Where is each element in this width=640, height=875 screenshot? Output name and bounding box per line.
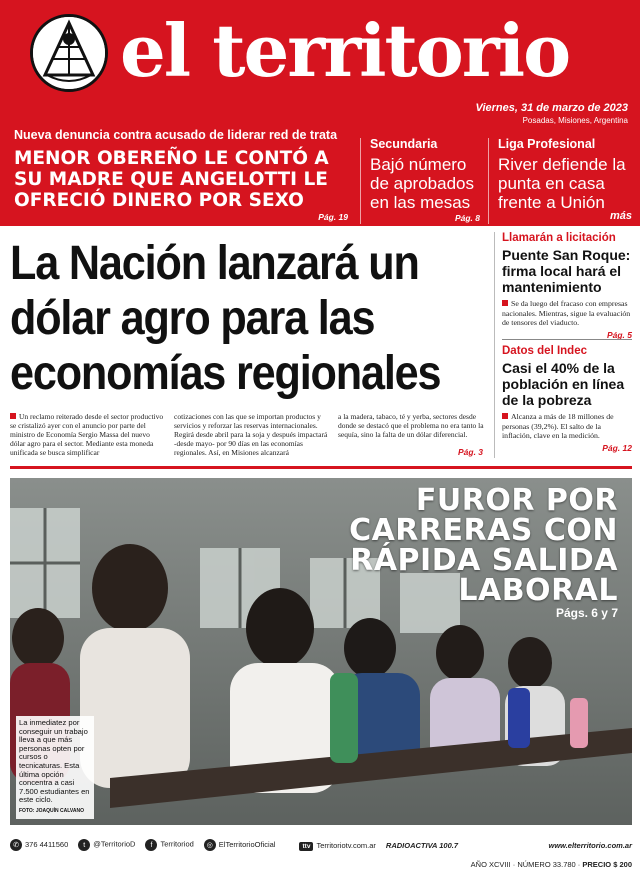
classroom-photo[interactable] [10, 478, 632, 825]
issue-number: AÑO XCVIII · NÚMERO 33.780 · [470, 860, 581, 869]
footer-bar [10, 834, 632, 856]
body-text: cotizaciones con las que se importan productos y servicios y reforzar las reservas internacionales. Regirá desde abril para la soja y después impactará -desde mayo- por 90 días en las economías regionales. Así, en Misiones alcanzará [174, 412, 328, 457]
photo-page-ref: Págs. 6 y 7 [555, 606, 618, 620]
rail-body [502, 412, 632, 441]
rail-page-ref: Pág. 12 [602, 442, 632, 453]
rail-headline: Puente San Roque: firma local hará el mantenimiento [502, 247, 631, 295]
teaser-kicker: Secundaria [370, 137, 438, 151]
rail-kicker: Llamarán a licitación [502, 232, 616, 244]
facebook-icon: f [145, 839, 157, 851]
top-teaser-trata[interactable] [14, 128, 354, 222]
top-teaser-secundaria[interactable] [370, 137, 480, 223]
issue-date: Viernes, 31 de marzo de 2023 [475, 102, 628, 114]
rail-story-puente[interactable] [502, 232, 632, 340]
instagram-icon: ◎ [204, 839, 216, 851]
divider [494, 232, 495, 458]
issue-price: PRECIO $ 200 [582, 860, 632, 869]
issue-place: Posadas, Misiones, Argentina [522, 116, 628, 125]
rail-body-text: Se da luego del fracaso con empresas nacionales. Mientras, sigue la evaluación de tensores del viaducto. [502, 299, 631, 327]
rail-kicker: Datos del Indec [502, 345, 587, 357]
teaser-kicker: Liga Profesional [498, 137, 596, 151]
issue-info [471, 860, 632, 869]
footer-twitter[interactable] [78, 839, 135, 851]
section-rule [10, 466, 632, 469]
main-story-body [10, 412, 492, 457]
photo-headline: FUROR POR CARRERAS CON RÁPIDA SALIDA LABORAL [349, 483, 618, 608]
teaser-headline: River defiende la punta en casa frente a Unión [498, 155, 626, 212]
teaser-headline: MENOR OBEREÑO LE CONTÓ A SU MADRE QUE ANGELOTTI LE OFRECIÓ DINERO POR SEXO [14, 148, 329, 211]
teaser-kicker: Nueva denuncia contra acusado de liderar red de trata [14, 128, 338, 142]
facebook-text: Territoriod [160, 839, 194, 849]
footer-tv[interactable] [299, 841, 375, 850]
footer-facebook[interactable] [145, 839, 193, 851]
teaser-page-ref: Pág. 19 [318, 212, 348, 222]
rail-page-ref: Pág. 5 [606, 329, 632, 340]
divider [360, 138, 361, 224]
newspaper-title: el territorio [120, 8, 570, 93]
rail-story-indec[interactable] [502, 345, 632, 453]
top-teaser-liga[interactable] [498, 137, 630, 212]
teaser-page-ref: Pág. 8 [454, 213, 480, 223]
rail-body-text: Alcanza a más de 18 millones de personas (39,2%). El salto de la inflación, clave en la medición. [502, 412, 614, 440]
masthead [0, 0, 640, 226]
logo-emblem-icon [30, 14, 108, 92]
body-text: a la madera, tabaco, té y yerba, sectores desde donde se destacó que el problema no era tanto la sequía, sino la falta de un dólar diferencial. [338, 412, 484, 439]
mas-badge: más [609, 210, 632, 222]
photo-caption [16, 716, 94, 819]
main-page-ref: Pág. 3 [458, 447, 484, 457]
bullet-icon [10, 413, 16, 419]
footer-phone[interactable] [10, 839, 68, 851]
twitter-icon: t [78, 839, 90, 851]
rail-headline: Casi el 40% de la población en línea de la pobreza [502, 360, 625, 408]
body-column [174, 412, 328, 457]
caption-text: La inmediatez por conseguir un trabajo lleva a que más personas opten por cursos o tecnicaturas. Esta última opción concentra a casi 7.500 estudiantes en este ciclo. [19, 718, 90, 805]
footer-url[interactable]: www.elterritorio.com.ar [548, 840, 632, 850]
instagram-text: ElTerritorioOficial [218, 840, 276, 849]
teaser-headline: Bajó número de aprobados en las mesas [370, 155, 474, 212]
tv-text: Territoriotv.com.ar [316, 840, 376, 850]
twitter-text: @TerritorioD [93, 839, 136, 849]
body-text: Un reclamo reiterado desde el sector productivo se cristalizó ayer con el anuncio por parte del ministro de Economía Sergio Massa del nuevo dólar agro para el sector. Mediante esta moneda unificada se busca simplificar [10, 412, 164, 457]
divider [502, 339, 632, 340]
bullet-icon [502, 300, 508, 306]
phone-text: 376 4411560 [25, 840, 69, 849]
divider [488, 138, 489, 224]
bullet-icon [502, 413, 508, 419]
footer-radio[interactable]: RADIOACTIVA 100.7 [385, 840, 459, 850]
whatsapp-icon: ✆ [10, 839, 22, 851]
body-column [10, 412, 164, 457]
main-headline[interactable]: La Nación lanzará un dólar agro para las economías regionales [10, 237, 441, 400]
rail-body [502, 299, 632, 328]
photo-credit: FOTO: JOAQUÍN CALVANO [19, 807, 84, 814]
tv-logo: ttv [299, 842, 313, 851]
footer-instagram[interactable] [204, 839, 276, 851]
